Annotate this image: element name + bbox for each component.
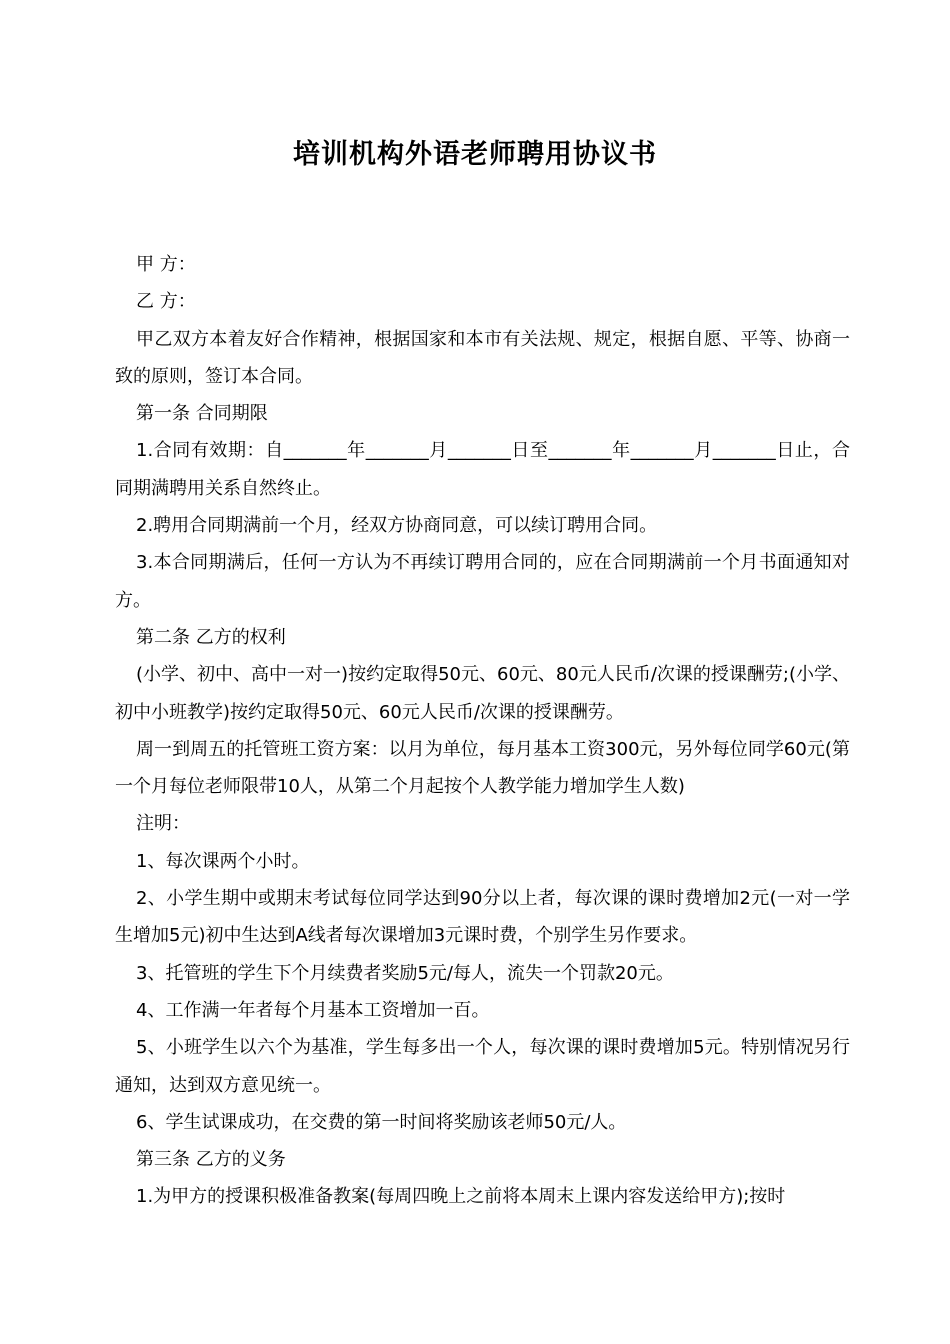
preamble-paragraph: 甲乙双方本着友好合作精神，根据国家和本市有关法规、规定，根据自愿、平等、协商一致的原则，签订本合同。 <box>115 328 850 387</box>
note-item-4: 4、工作满一年者每个月基本工资增加一百。 <box>136 999 490 1021</box>
article-2-salary-paragraph: 周一到周五的托管班工资方案：以月为单位，每月基本工资300元，另外每位同学60元(第一个月每位老师限带10人，从第二个月起按个人教学能力增加学生人数) <box>115 738 850 798</box>
note-item-2: 2、小学生期中或期末考试每位同学达到90分以上者，每次课的课时费增加2元(一对一学生增加5元)初中生达到A线者每次课增加3元课时费，个别学生另作要求。 <box>115 888 850 947</box>
document-title: 培训机构外语老师聘用协议书 <box>293 139 657 170</box>
article-2-heading: 第二条 乙方的权利 <box>136 626 286 648</box>
party-b-line: 乙 方： <box>136 291 196 313</box>
note-item-5: 5、小班学生以六个为基准，学生每多出一个人，每次课的课时费增加5元。特别情况另行通知，达到双方意见统一。 <box>115 1037 850 1096</box>
article-3-clause-1: 1.为甲方的授课积极准备教案(每周四晚上之前将本周末上课内容发送给甲方);按时 <box>136 1186 786 1208</box>
article-1-clause-2: 2.聘用合同期满前一个月，经双方协商同意，可以续订聘用合同。 <box>136 515 658 537</box>
article-1-clause-1: 1.合同有效期：自_______年_______月_______日至_______年_______月_______日止，合同期满聘用关系自然终止。 <box>115 440 850 499</box>
party-a-line: 甲 方： <box>136 254 196 275</box>
article-1-clause-3: 3.本合同期满后，任何一方认为不再续订聘用合同的，应在合同期满前一个月书面通知对方。 <box>115 552 850 611</box>
article-2-fee-paragraph: (小学、初中、高中一对一)按约定取得50元、60元、80元人民币/次课的授课酬劳;(小学、初中小班教学)按约定取得50元、60元人民币/次课的授课酬劳。 <box>115 664 850 723</box>
note-item-6: 6、学生试课成功，在交费的第一时间将奖励该老师50元/人。 <box>136 1111 627 1133</box>
note-item-3: 3、托管班的学生下个月续费者奖励5元/每人，流失一个罚款20元。 <box>136 962 674 984</box>
article-3-heading: 第三条 乙方的义务 <box>136 1149 286 1171</box>
notes-heading: 注明： <box>136 813 190 835</box>
note-item-1: 1、每次课两个小时。 <box>136 850 310 872</box>
article-1-heading: 第一条 合同期限 <box>136 403 268 425</box>
document-body <box>115 246 850 1216</box>
